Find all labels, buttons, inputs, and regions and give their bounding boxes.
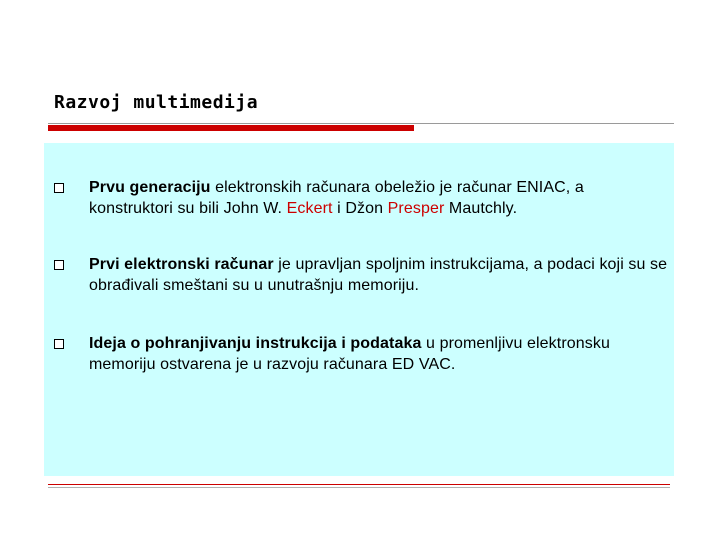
square-bullet-icon bbox=[54, 260, 64, 270]
highlighted-name: Eckert bbox=[286, 200, 333, 217]
footer-divider-red bbox=[48, 484, 670, 485]
bullet-bold-phrase: Prvi elektronski računar bbox=[89, 256, 274, 273]
bullet-text bbox=[89, 177, 669, 219]
bullet-bold-phrase: Ideja o pohranjivanju instrukcija i podataka bbox=[89, 335, 422, 352]
bullet-body-text: elektronskih računara obeležio je računar ENIAC, a konstruktori su bili John W. bbox=[89, 179, 584, 217]
square-bullet-icon bbox=[54, 339, 64, 349]
bullet-body-text: Mautchly. bbox=[444, 200, 518, 217]
title-divider-gray bbox=[48, 123, 674, 124]
highlighted-name: Presper bbox=[387, 200, 445, 217]
bullet-bold-phrase: Prvu generaciju bbox=[89, 179, 211, 196]
bullet-text bbox=[89, 254, 669, 296]
content-panel bbox=[44, 143, 674, 476]
bullet-text bbox=[89, 333, 669, 375]
title-divider-red bbox=[48, 125, 414, 131]
slide-title: Razvoj multimedija bbox=[54, 92, 259, 113]
bullet-body-text: i Džon bbox=[332, 200, 388, 217]
footer-divider-gray bbox=[48, 487, 670, 488]
bullet-body-text: je upravljan spoljnim instrukcijama, a podaci koji su se obrađivali smeštani su u unutrašnju memoriju. bbox=[89, 256, 668, 294]
square-bullet-icon bbox=[54, 183, 64, 193]
bullet-body-text: u promenljivu elektronsku memoriju ostvarena je u razvoju računara ED VAC. bbox=[89, 335, 610, 373]
